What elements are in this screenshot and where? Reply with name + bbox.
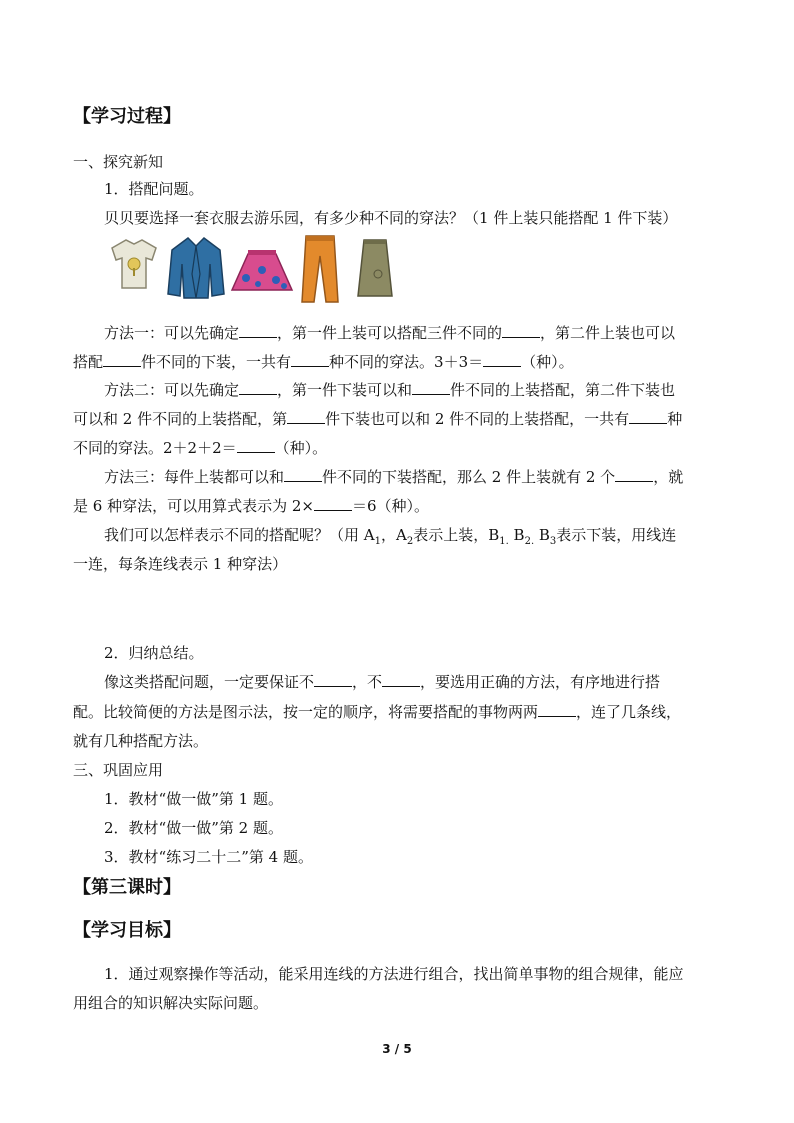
answer-blank[interactable]	[483, 352, 521, 367]
answer-blank[interactable]	[237, 438, 275, 453]
goal1-line1: 1．通过观察操作等活动，能采用连线的方法进行组合，找出简单事物的组合规律，能应	[104, 965, 684, 983]
answer-blank[interactable]	[615, 467, 653, 482]
summary-line3: 就有几种搭配方法。	[73, 732, 209, 750]
question2-line2: 一连，每条连线表示 1 种穿法）	[73, 555, 288, 573]
part3-title: 三、巩固应用	[73, 761, 164, 779]
text-segment: 搭配	[73, 353, 104, 371]
text-segment: 我们可以怎样表示不同的搭配呢？（用 A	[104, 526, 375, 544]
text-segment: 配。比较简便的方法是图示法，按一定的顺序，将需要搭配的事物两两	[73, 703, 539, 721]
subscript: 1.	[499, 536, 509, 547]
answer-blank[interactable]	[538, 702, 576, 717]
pants-icon	[302, 236, 338, 302]
subscript: 2	[406, 536, 414, 547]
text-segment: 可以和 2 件不同的上装搭配，第	[73, 410, 288, 428]
text-segment: 件不同的下装，一共有	[141, 353, 292, 371]
text-segment: ，第一件上装可以搭配三件不同的	[277, 324, 503, 342]
answer-blank[interactable]	[629, 409, 667, 424]
subscript: 1	[374, 536, 381, 547]
item1-title: 1．搭配问题。	[104, 180, 204, 198]
question2-line1	[104, 525, 676, 552]
jacket-icon	[168, 238, 224, 298]
text-segment: ，第一件下装可以和	[277, 381, 413, 399]
section-heading-third-lesson: 【第三课时】	[73, 877, 181, 898]
text-segment: （种）。	[521, 353, 574, 371]
section-heading-process: 【学习过程】	[73, 106, 181, 127]
text-segment: 件下装也可以和 2 件不同的上装搭配，一共有	[325, 410, 630, 428]
answer-blank[interactable]	[103, 352, 141, 367]
method1-line2	[73, 352, 574, 372]
answer-blank[interactable]	[291, 352, 329, 367]
answer-blank[interactable]	[412, 380, 450, 395]
summary-line2	[73, 702, 681, 722]
text-segment: B	[534, 526, 550, 544]
text-segment: ，第二件上装也可以	[540, 324, 676, 342]
application-item-1: 1．教材“做一做”第 1 题。	[104, 790, 283, 808]
application-item-2: 2．教材“做一做”第 2 题。	[104, 819, 283, 837]
text-segment: 不同的穿法。2＋2＋2＝	[73, 439, 237, 457]
text-segment: 种	[667, 410, 683, 428]
text-segment: B	[508, 526, 525, 544]
text-segment: 表示上装，B	[413, 526, 500, 544]
answer-blank[interactable]	[287, 409, 325, 424]
text-segment: ，A	[380, 526, 407, 544]
text-segment: 是 6 种穿法，可以用算式表示为 2×	[73, 497, 314, 515]
summary-line1	[104, 672, 660, 692]
item2-title: 2．归纳总结。	[104, 644, 204, 662]
method3-line2	[73, 496, 429, 516]
method2-line3	[73, 438, 327, 458]
page-number: 3 / 5	[382, 1042, 412, 1056]
text-segment: 件不同的上装搭配，第二件下装也	[450, 381, 676, 399]
answer-blank[interactable]	[239, 380, 277, 395]
answer-blank[interactable]	[502, 323, 540, 338]
answer-blank[interactable]	[382, 672, 420, 687]
method1-line1	[104, 323, 675, 343]
method2-line1	[104, 380, 675, 400]
question-text: 贝贝要选择一套衣服去游乐园，有多少种不同的穿法？（1 件上装只能搭配 1 件下装）	[104, 209, 678, 227]
answer-blank[interactable]	[314, 496, 352, 511]
text-segment: 方法三：每件上装都可以和	[104, 468, 285, 486]
part1-title: 一、探究新知	[73, 153, 164, 171]
text-segment: ＝6（种）。	[351, 497, 430, 515]
text-segment: ，不	[352, 673, 383, 691]
answer-blank[interactable]	[239, 323, 277, 338]
text-segment: ，连了几条线，	[576, 703, 682, 721]
section-heading-goal: 【学习目标】	[73, 920, 181, 941]
subscript: 2.	[524, 536, 535, 547]
text-segment: 方法二：可以先确定	[104, 381, 240, 399]
long-skirt-icon	[358, 240, 392, 296]
method2-line2	[73, 409, 682, 429]
skirt-icon	[232, 250, 292, 290]
text-segment: 表示下装，用线连	[556, 526, 677, 544]
method3-line1	[104, 467, 683, 487]
text-segment: 件不同的下装搭配，那么 2 件上装就有 2 个	[322, 468, 616, 486]
t-shirt-icon	[112, 240, 156, 288]
goal1-line2: 用组合的知识解决实际问题。	[73, 994, 269, 1012]
text-segment: 像这类搭配问题，一定要保证不	[104, 673, 315, 691]
text-segment: ，要选用正确的方法，有序地进行搭	[420, 673, 661, 691]
text-segment: 方法一：可以先确定	[104, 324, 240, 342]
answer-blank[interactable]	[284, 467, 322, 482]
text-segment: （种）。	[274, 439, 328, 457]
text-segment: ，就	[653, 468, 684, 486]
application-item-3: 3．教材“练习二十二”第 4 题。	[104, 848, 313, 866]
subscript: 3	[549, 536, 557, 547]
answer-blank[interactable]	[314, 672, 352, 687]
clothes-illustration	[108, 234, 398, 304]
text-segment: 种不同的穿法。3＋3＝	[329, 353, 484, 371]
